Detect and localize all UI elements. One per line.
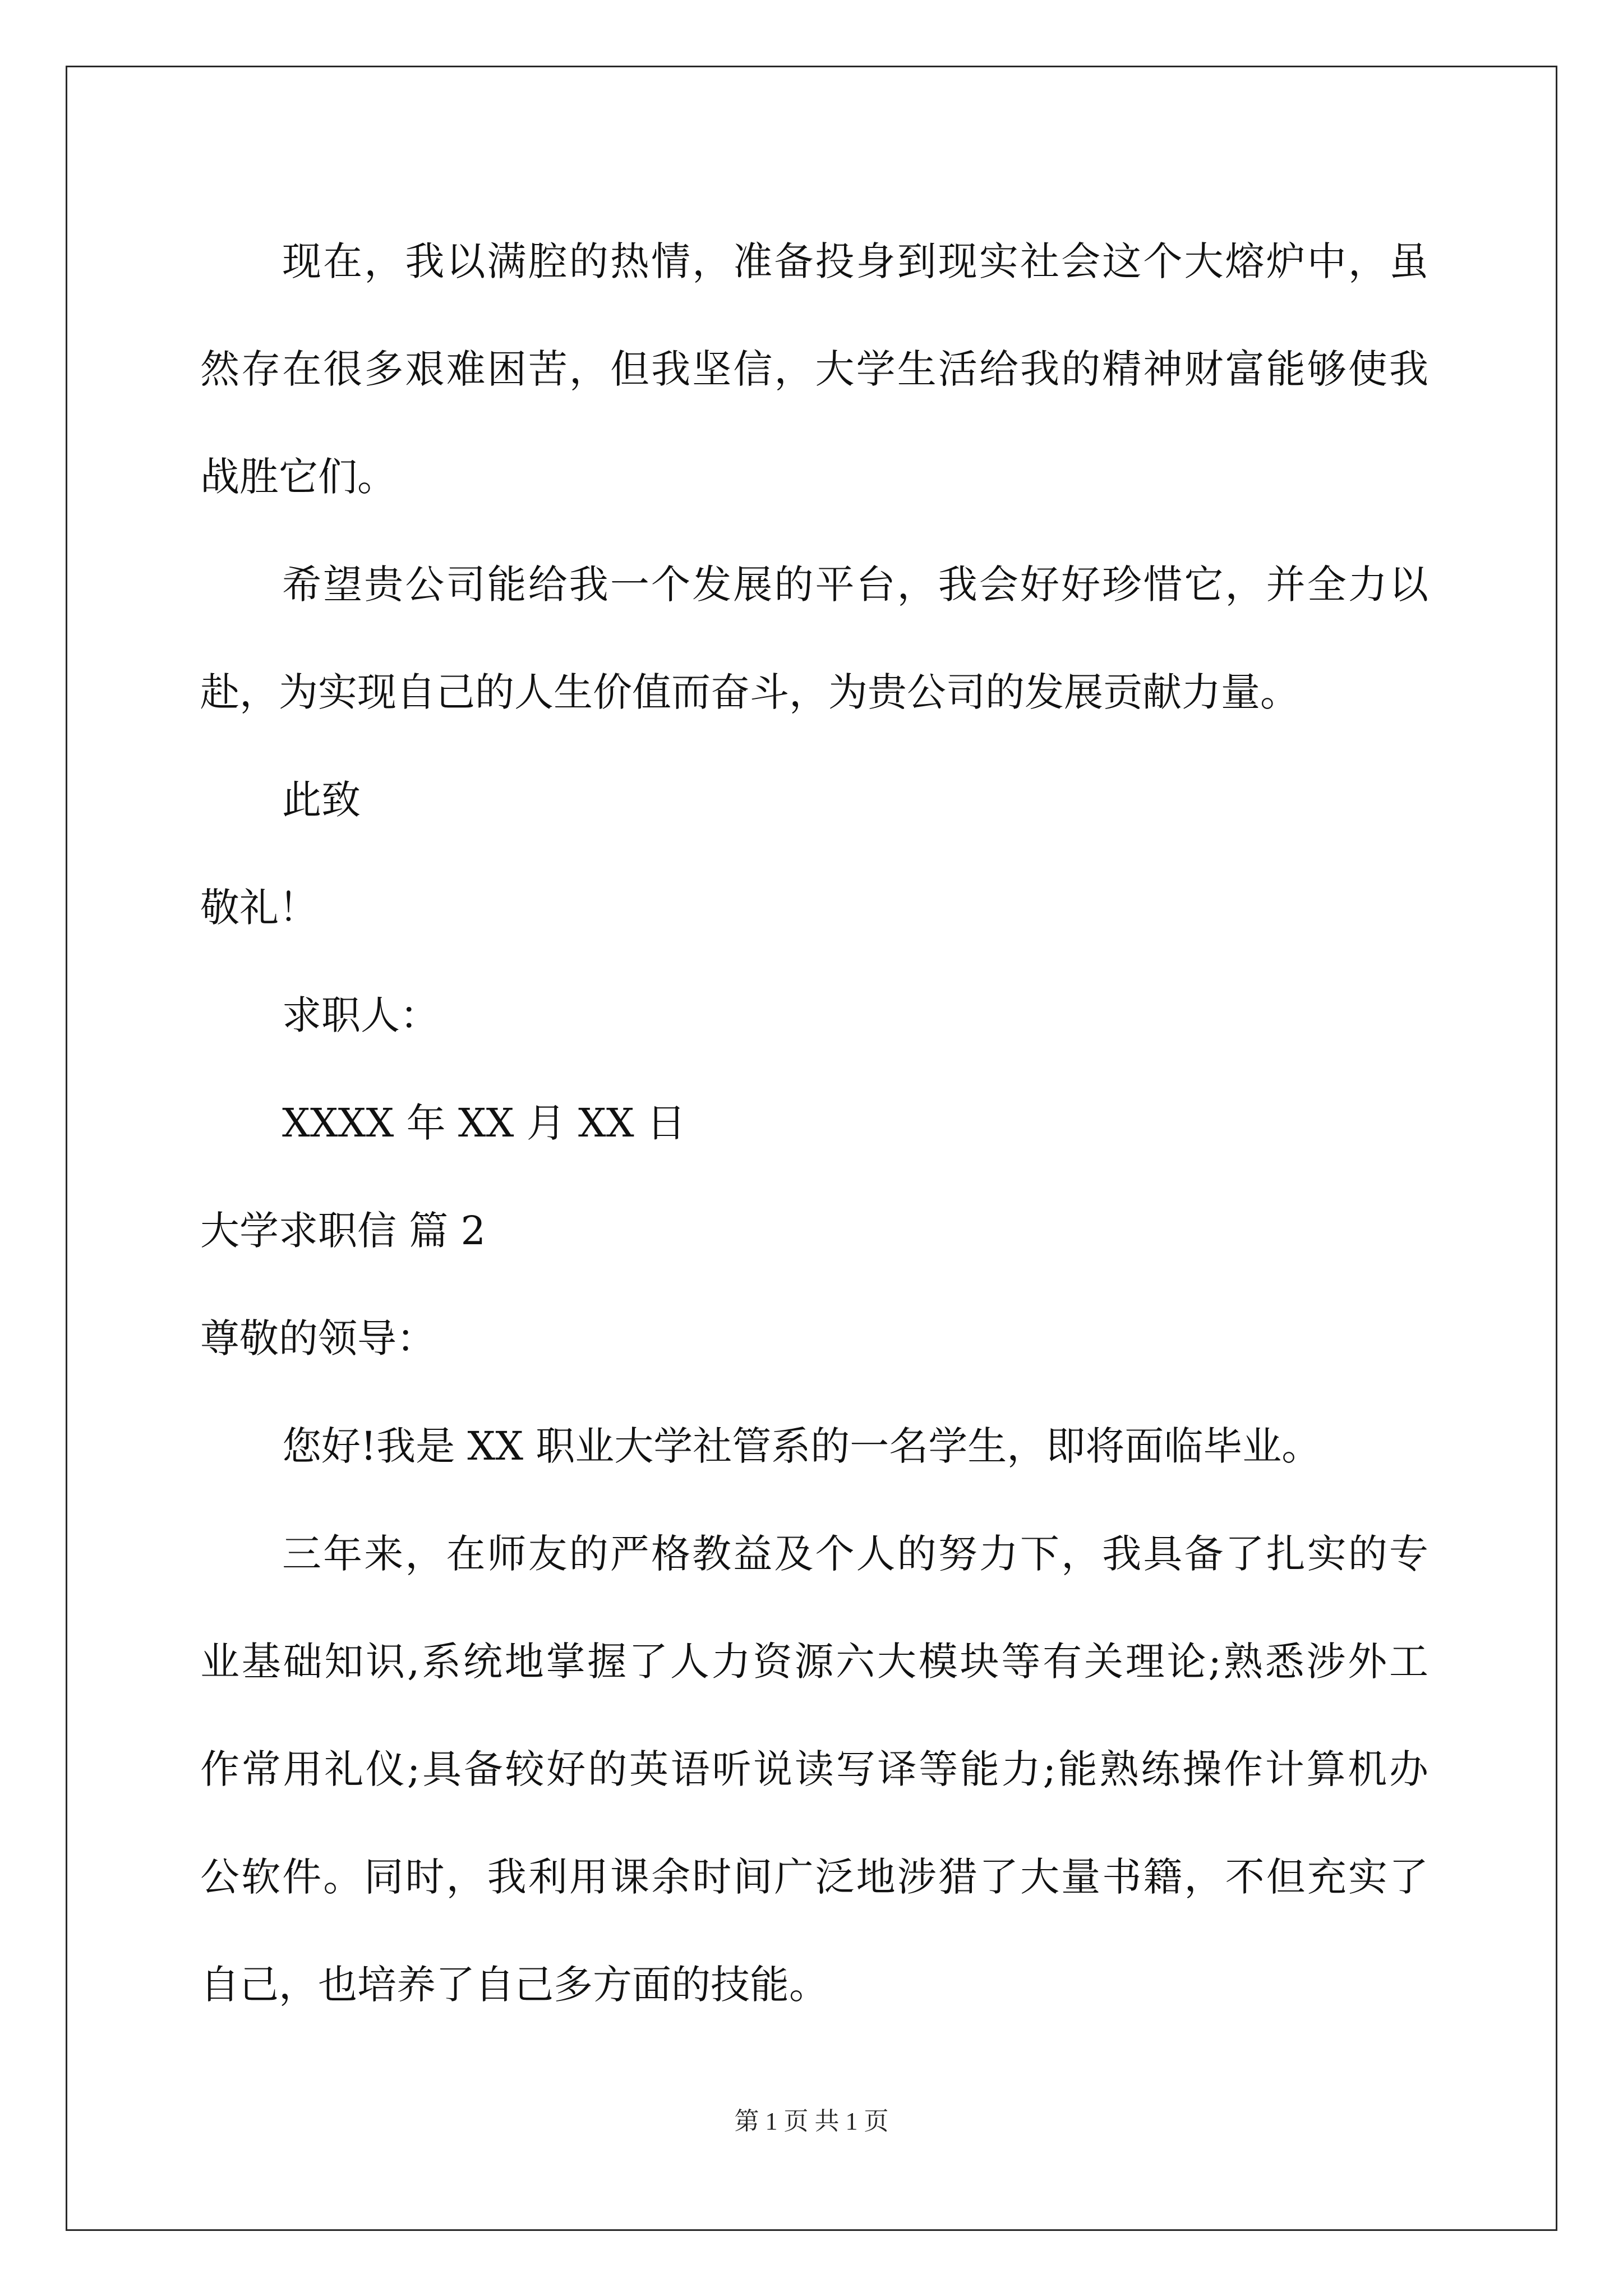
greeting [200,1285,1428,1392]
text-line: 大学求职信 篇 2 [200,1208,486,1254]
paragraph [200,208,1428,531]
text-line: 尊敬的领导： [200,1315,436,1361]
text-line: 三年来，在师友的严格教益及个人的努力下，我具备了扎实的专 [282,1531,1428,1577]
text-line: 您好!我是 XX 职业大学社管系的一名学生，即将面临毕业。 [282,1423,1321,1469]
paragraph [200,531,1428,746]
text-line: 作常用礼仪;具备较好的英语听说读写译等能力;能熟练操作计算机办 [200,1746,1428,1792]
text-line: 此致 [282,777,361,823]
paragraph [200,1500,1428,2039]
text-line: 公软件。同时，我利用课余时间广泛地涉猎了大量书籍，不但充实了 [200,1854,1428,1900]
closing-line [200,746,1428,854]
signature-label [200,961,1428,1069]
page-number-footer: 第 1 页 共 1 页 [734,2108,889,2135]
text-line: 自己，也培养了自己多方面的技能。 [200,1962,828,2008]
text-line: 战胜它们。 [200,454,396,500]
text-line: 求职人： [282,992,439,1038]
text-line: 业基础知识,系统地掌握了人力资源六大模块等有关理论;熟悉涉外工 [200,1639,1428,1685]
text-line: 赴，为实现自己的人生价值而奋斗，为贵公司的发展贡献力量。 [200,669,1299,715]
paragraph [200,1392,1428,1500]
text-line: XXXX 年 XX 月 XX 日 [282,1100,686,1146]
text-line: 然存在很多艰难困苦，但我坚信，大学生活给我的精神财富能够使我 [200,346,1428,392]
date-line [200,1069,1428,1177]
text-line: 敬礼！ [200,885,318,931]
salute-line [200,854,1428,961]
document-body [200,208,1428,2039]
section-heading [200,1177,1428,1285]
text-line: 希望贵公司能给我一个发展的平台，我会好好珍惜它，并全力以 [282,562,1428,608]
text-line: 现在，我以满腔的热情，准备投身到现实社会这个大熔炉中，虽 [282,238,1428,284]
